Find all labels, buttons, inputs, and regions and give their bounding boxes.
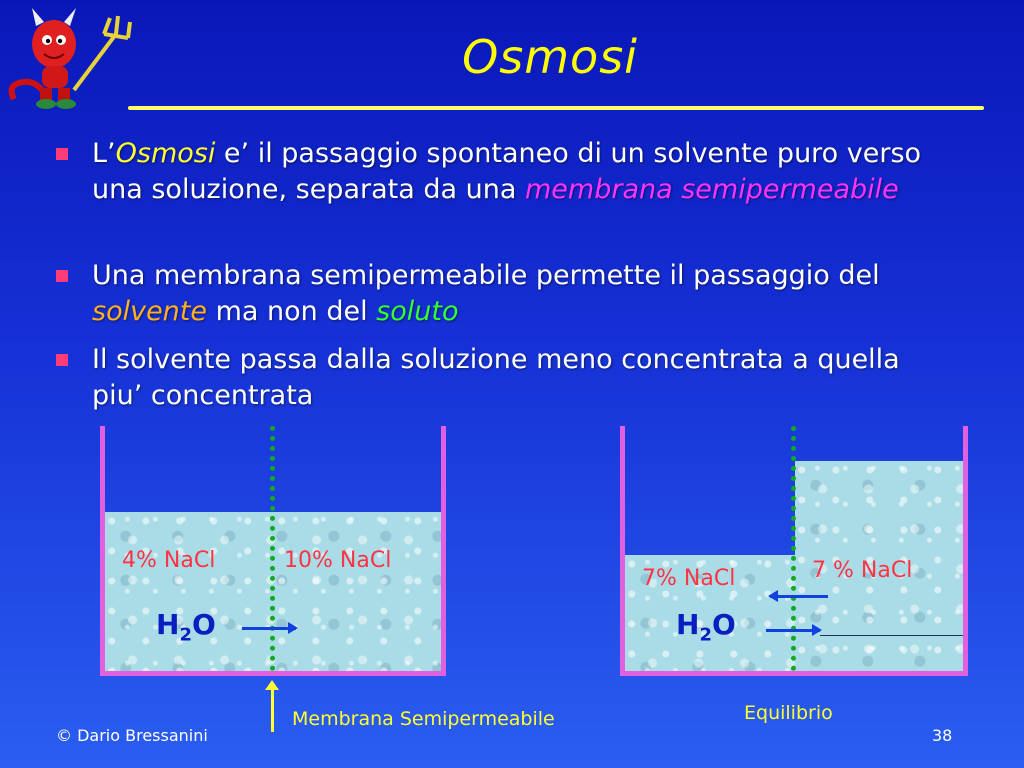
left-container-wall-right — [441, 426, 446, 676]
level-line — [820, 635, 963, 636]
equilibrium-caption: Equilibrio — [744, 702, 833, 724]
left-container — [100, 426, 446, 676]
concentration-left: 7% NaCl — [642, 566, 736, 591]
h2o-label: $H_2O$ — [676, 608, 736, 646]
bullet-2-soluto: soluto — [376, 296, 459, 327]
flow-arrow-right — [766, 629, 820, 632]
bullet-marker — [56, 270, 68, 282]
concentration-right: 10% NaCl — [284, 548, 392, 573]
membrane-pointer-arrow — [271, 686, 274, 732]
flow-arrow-left — [770, 595, 828, 598]
membrane-line — [791, 426, 796, 671]
right-container — [620, 426, 968, 676]
footer-author: © Dario Bressanini — [56, 726, 208, 745]
bullet-1-text-c: e’ il passaggio spontaneo di un solvente puro verso una soluzione, separata da una — [92, 138, 922, 205]
bullet-1-osmosi: Osmosi — [115, 138, 216, 169]
h2o-label: $H_2O$ — [156, 608, 216, 646]
bullet-2-text-c: ma non del — [207, 296, 377, 327]
bullet-3 — [56, 342, 956, 416]
bullet-2-text-a: Una membrana semipermeabile permette il passaggio del — [92, 260, 880, 291]
flow-arrow-right — [242, 627, 296, 630]
bullet-1-membrana: membrana semipermeabile — [524, 174, 899, 205]
title-underline — [128, 106, 984, 110]
bullet-2-solvente: solvente — [92, 296, 207, 327]
bullet-marker — [56, 354, 68, 366]
concentration-left: 4% NaCl — [122, 548, 216, 573]
page-number: 38 — [932, 726, 953, 745]
membrane-caption: Membrana Semipermeabile — [292, 708, 555, 730]
bullet-1 — [56, 136, 956, 246]
right-container-wall-right — [963, 426, 968, 676]
membrane-line — [270, 426, 275, 671]
bullet-3-text: Il solvente passa dalla soluzione meno concentrata a quella piu’ concentrata — [92, 344, 900, 411]
right-container-bottom — [620, 671, 968, 676]
bullet-marker — [56, 148, 68, 160]
left-container-bottom — [100, 671, 446, 676]
concentration-right: 7 % NaCl — [812, 558, 913, 583]
bullet-2 — [56, 258, 956, 332]
bullet-1-text-a: L’ — [92, 138, 116, 169]
page-title: Osmosi — [462, 30, 638, 84]
